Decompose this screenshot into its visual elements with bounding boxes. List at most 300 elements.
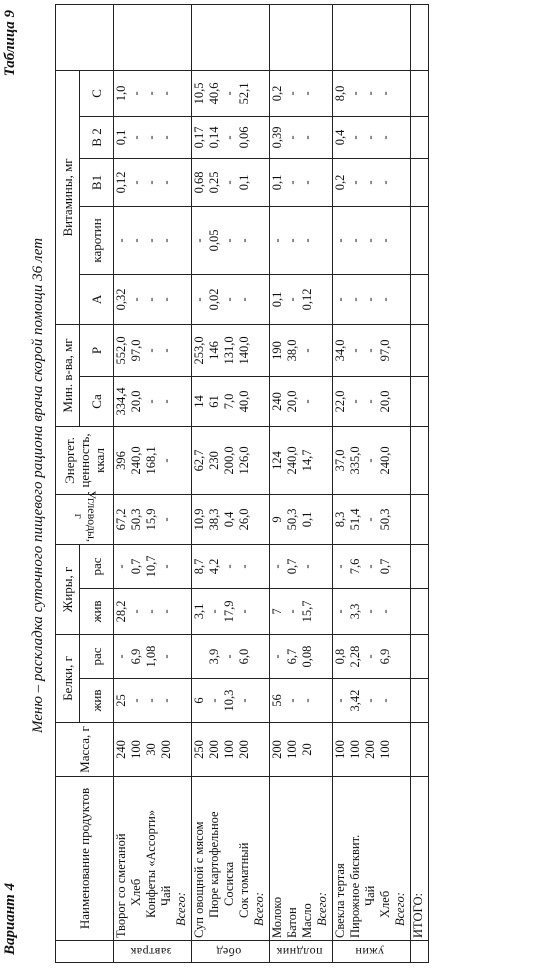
cell-ca: 20,0 [129, 376, 144, 426]
cell-ca: 20,0 [285, 376, 300, 426]
cell-a: - [348, 274, 363, 324]
cell-b1: - [144, 158, 159, 206]
menu-table [55, 4, 429, 963]
cell-carb: 50,3 [129, 494, 144, 544]
cell-prot-p: 6,0 [237, 634, 252, 678]
proteins-col-header: Белки, г [56, 634, 80, 722]
cell-p: 140,0 [237, 324, 252, 376]
table-row [333, 4, 348, 962]
cell-b2: 0,14 [207, 116, 222, 158]
cell-ca: 61 [207, 376, 222, 426]
product-name: Сок томатный [237, 777, 252, 941]
grand-total-cell [411, 634, 429, 678]
cell-b1: - [222, 158, 237, 206]
subtotal-cell [174, 544, 192, 588]
cell-a: - [144, 274, 159, 324]
cell-ca: - [159, 376, 174, 426]
cell-car: - [363, 206, 378, 274]
cell-b1: 0,12 [114, 158, 129, 206]
cell-a: - [237, 274, 252, 324]
subtotal-cell [174, 494, 192, 544]
subtotal-cell [252, 324, 270, 376]
subtotal-cell [315, 679, 333, 723]
cell-carb: 51,4 [348, 494, 363, 544]
meal-col-header [56, 941, 114, 963]
cell-a: - [285, 274, 300, 324]
cell-a: 0,1 [270, 274, 285, 324]
cell-b1: - [129, 158, 144, 206]
cell-mass: 100 [348, 723, 363, 777]
cell-b1: - [363, 158, 378, 206]
cell-prot-a: - [129, 679, 144, 723]
meal-label-cell [333, 941, 411, 963]
cell-energy: - [159, 426, 174, 494]
grand-total-cell [411, 70, 429, 116]
grand-total-cell [411, 376, 429, 426]
blank-cell [285, 4, 300, 70]
meal-label: полдник [275, 944, 323, 959]
cell-a: 0,02 [207, 274, 222, 324]
cell-prot-a: - [300, 679, 315, 723]
subtotal-cell [315, 376, 333, 426]
carbs-col-label: Углеводы, г [71, 490, 99, 542]
subtotal-cell [174, 324, 192, 376]
p-header: Р [80, 324, 114, 376]
carbs-col-header [56, 490, 114, 544]
cell-prot-a: 25 [114, 679, 129, 723]
subtotal-cell [315, 4, 333, 70]
cell-c: - [363, 70, 378, 116]
vit-a-header: А [80, 274, 114, 324]
fats-col-header: Жиры, г [56, 544, 80, 634]
cell-energy: 168,1 [144, 426, 159, 494]
cell-b2: - [159, 116, 174, 158]
subtotal-cell [174, 274, 192, 324]
cell-energy: - [363, 426, 378, 494]
cell-ca: 334,4 [114, 376, 129, 426]
blank-cell [144, 4, 159, 70]
blank-cell [348, 4, 363, 70]
subtotal-cell [393, 723, 411, 777]
subtotal-cell [393, 376, 411, 426]
cell-c: - [144, 70, 159, 116]
cell-b1: 0,68 [192, 158, 207, 206]
cell-energy: 335,0 [348, 426, 363, 494]
subtotal-cell [174, 723, 192, 777]
cell-carb: 10,9 [192, 494, 207, 544]
cell-fat-a: 15,7 [300, 588, 315, 634]
cell-car: - [348, 206, 363, 274]
cell-prot-p: 6,7 [285, 634, 300, 678]
blank-cell [159, 4, 174, 70]
subtotal-label: Всего: [393, 777, 411, 941]
table-row [222, 4, 237, 962]
cell-prot-p: - [222, 634, 237, 678]
cell-a: - [192, 274, 207, 324]
vit-c-header: С [80, 70, 114, 116]
cell-fat-p: - [300, 544, 315, 588]
blank-cell [222, 4, 237, 70]
cell-fat-a: 3,3 [348, 588, 363, 634]
prot-plant-header: рас [80, 634, 114, 678]
cell-mass: 100 [129, 723, 144, 777]
cell-carb: 0,1 [300, 494, 315, 544]
subtotal-cell [315, 544, 333, 588]
meal-label: обед [216, 944, 242, 959]
subtotal-cell [315, 70, 333, 116]
cell-car: - [285, 206, 300, 274]
cell-carb: 15,9 [144, 494, 159, 544]
cell-ca: 40,0 [237, 376, 252, 426]
vit-b1-header: В1 [80, 158, 114, 206]
subtotal-cell [174, 376, 192, 426]
grand-total-cell [411, 494, 429, 544]
cell-prot-p: 2,28 [348, 634, 363, 678]
product-name: Чай [363, 777, 378, 941]
meal-label-cell [114, 941, 192, 963]
cell-mass: 100 [222, 723, 237, 777]
cell-b2: - [378, 116, 393, 158]
cell-b1: - [378, 158, 393, 206]
cell-prot-p: - [270, 634, 285, 678]
subtotal-cell [393, 4, 411, 70]
prot-animal-header: жив [80, 679, 114, 723]
subtotal-cell [174, 206, 192, 274]
cell-prot-p: 0,8 [333, 634, 348, 678]
table-row [129, 4, 144, 962]
cell-ca: - [363, 376, 378, 426]
cell-fat-p: - [114, 544, 129, 588]
cell-p: 97,0 [378, 324, 393, 376]
table-row [159, 4, 174, 962]
cell-b2: - [348, 116, 363, 158]
subtotal-cell [174, 588, 192, 634]
cell-prot-p: 6,9 [378, 634, 393, 678]
cell-prot-a: 10,3 [222, 679, 237, 723]
subtotal-cell [315, 588, 333, 634]
cell-b1: - [159, 158, 174, 206]
product-name: Пюре картофельное [207, 777, 222, 941]
subtotal-cell [393, 426, 411, 494]
cell-energy: 230 [207, 426, 222, 494]
product-name: Конфеты «Ассорти» [144, 777, 159, 941]
cell-c: - [222, 70, 237, 116]
cell-fat-p: - [270, 544, 285, 588]
subtotal-cell [174, 426, 192, 494]
cell-energy: 124 [270, 426, 285, 494]
grand-total-cell [411, 274, 429, 324]
cell-carb: 50,3 [378, 494, 393, 544]
product-name: Чай [159, 777, 174, 941]
cell-car: - [192, 206, 207, 274]
cell-mass: 200 [363, 723, 378, 777]
cell-b1: 0,1 [270, 158, 285, 206]
cell-fat-p: 10,7 [144, 544, 159, 588]
cell-prot-a: - [159, 679, 174, 723]
cell-prot-a: - [285, 679, 300, 723]
subtotal-cell [174, 70, 192, 116]
cell-b1: - [348, 158, 363, 206]
blank-cell [333, 4, 348, 70]
cell-p: - [144, 324, 159, 376]
cell-fat-p: 0,7 [378, 544, 393, 588]
subtotal-cell [393, 274, 411, 324]
cell-mass: 240 [114, 723, 129, 777]
subtotal-row [252, 4, 270, 962]
cell-carb: 9 [270, 494, 285, 544]
cell-prot-p: 0,08 [300, 634, 315, 678]
cell-p: 34,0 [333, 324, 348, 376]
table-row [207, 4, 222, 962]
table-row [270, 4, 285, 962]
subtotal-cell [174, 679, 192, 723]
cell-car: - [333, 206, 348, 274]
table-row [285, 4, 300, 962]
subtotal-cell [393, 544, 411, 588]
subtotal-cell [252, 679, 270, 723]
subtotal-cell [252, 588, 270, 634]
cell-carb: 50,3 [285, 494, 300, 544]
meal-label-cell [270, 941, 333, 963]
cell-mass: 30 [144, 723, 159, 777]
cell-p: 97,0 [129, 324, 144, 376]
cell-ca: - [144, 376, 159, 426]
cell-p: - [300, 324, 315, 376]
cell-fat-a: - [237, 588, 252, 634]
cell-b2: 0,1 [114, 116, 129, 158]
table-row [237, 4, 252, 962]
cell-p: 38,0 [285, 324, 300, 376]
cell-fat-p: - [237, 544, 252, 588]
cell-car: - [237, 206, 252, 274]
cell-car: 0,05 [207, 206, 222, 274]
cell-fat-p: - [159, 544, 174, 588]
subtotal-cell [315, 426, 333, 494]
subtotal-label: Всего: [252, 777, 270, 941]
cell-c: 40,6 [207, 70, 222, 116]
cell-car: - [270, 206, 285, 274]
cell-ca: - [348, 376, 363, 426]
grand-total-cell [411, 324, 429, 376]
subtotal-cell [315, 324, 333, 376]
subtotal-cell [252, 70, 270, 116]
cell-a: 0,12 [300, 274, 315, 324]
subtotal-cell [315, 274, 333, 324]
product-name: Творог со сметаной [114, 777, 129, 941]
subtotal-cell [252, 544, 270, 588]
table-body [114, 4, 429, 962]
mass-col-header: Масса, г [56, 723, 114, 777]
cell-b2: - [144, 116, 159, 158]
subtotal-cell [174, 116, 192, 158]
cell-p: 552,0 [114, 324, 129, 376]
blank-cell [207, 4, 222, 70]
cell-b2: - [300, 116, 315, 158]
subtotal-cell [174, 158, 192, 206]
cell-carb: 0,4 [222, 494, 237, 544]
table-row [363, 4, 378, 962]
cell-prot-p: 1,08 [144, 634, 159, 678]
cell-fat-p: 4,2 [207, 544, 222, 588]
subtotal-cell [315, 158, 333, 206]
blank-cell [300, 4, 315, 70]
cell-c: - [159, 70, 174, 116]
cell-p: - [159, 324, 174, 376]
cell-prot-a: 3,42 [348, 679, 363, 723]
cell-fat-a: 3,1 [192, 588, 207, 634]
cell-p: 190 [270, 324, 285, 376]
subtotal-cell [252, 723, 270, 777]
subtotal-cell [252, 426, 270, 494]
cell-mass: 100 [378, 723, 393, 777]
cell-fat-a: - [378, 588, 393, 634]
cell-b2: - [222, 116, 237, 158]
ca-header: Са [80, 376, 114, 426]
cell-carb: 26,0 [237, 494, 252, 544]
cell-a: 0,32 [114, 274, 129, 324]
cell-prot-p: - [114, 634, 129, 678]
grand-total-cell [411, 588, 429, 634]
blank-cell [192, 4, 207, 70]
product-name: Пирожное бисквит. [348, 777, 363, 941]
energy-col-header: Энергет. ценность, ккал [56, 426, 114, 494]
subtotal-cell [315, 723, 333, 777]
product-name: Свекла тертая [333, 777, 348, 941]
subtotal-cell [252, 376, 270, 426]
cell-ca: 22,0 [333, 376, 348, 426]
cell-fat-a: - [159, 588, 174, 634]
cell-fat-a: - [285, 588, 300, 634]
meal-label-cell [192, 941, 270, 963]
cell-b2: 0,17 [192, 116, 207, 158]
product-name: Молоко [270, 777, 285, 941]
product-name: Батон [285, 777, 300, 941]
subtotal-label: Всего: [174, 777, 192, 941]
cell-fat-p: 0,7 [285, 544, 300, 588]
cell-c: 1,0 [114, 70, 129, 116]
cell-energy: 14,7 [300, 426, 315, 494]
cell-ca: 20,0 [378, 376, 393, 426]
fat-plant-header: рас [80, 544, 114, 588]
blank-cell [114, 4, 129, 70]
variant-label: Вариант 4 [2, 882, 18, 955]
cell-car: - [144, 206, 159, 274]
cell-car: - [222, 206, 237, 274]
grand-total-label: ИТОГО: [411, 777, 429, 941]
cell-fat-p: - [222, 544, 237, 588]
cell-ca: 7,0 [222, 376, 237, 426]
cell-b1: - [285, 158, 300, 206]
cell-p: - [363, 324, 378, 376]
cell-energy: 240,0 [129, 426, 144, 494]
blank-cell [129, 4, 144, 70]
cell-c: - [348, 70, 363, 116]
table-caption: Меню – раскладка суточного пищевого рациона врача скорой помощи 36 лет [30, 237, 46, 734]
cell-carb: - [159, 494, 174, 544]
cell-prot-p: - [159, 634, 174, 678]
table-row [348, 4, 363, 962]
subtotal-cell [252, 116, 270, 158]
cell-ca: 14 [192, 376, 207, 426]
cell-carb: 67,2 [114, 494, 129, 544]
cell-fat-p: - [333, 544, 348, 588]
cell-fat-p: - [363, 544, 378, 588]
blank-cell [237, 4, 252, 70]
cell-prot-a: - [333, 679, 348, 723]
cell-energy: 62,7 [192, 426, 207, 494]
cell-fat-a: 28,2 [114, 588, 129, 634]
cell-b1: 0,2 [333, 158, 348, 206]
subtotal-cell [393, 588, 411, 634]
cell-prot-a: - [207, 679, 222, 723]
carotene-header: каротин [80, 206, 114, 274]
cell-b2: 0,06 [237, 116, 252, 158]
subtotal-cell [174, 634, 192, 678]
table-row [378, 4, 393, 962]
cell-mass: 200 [270, 723, 285, 777]
subtotal-row [393, 4, 411, 962]
cell-prot-p: - [363, 634, 378, 678]
subtotal-label: Всего: [315, 777, 333, 941]
cell-mass: 200 [207, 723, 222, 777]
cell-mass: 200 [159, 723, 174, 777]
cell-c: - [300, 70, 315, 116]
cell-prot-p: 6,9 [129, 634, 144, 678]
cell-car: - [378, 206, 393, 274]
grand-total-cell [411, 544, 429, 588]
subtotal-row [174, 4, 192, 962]
cell-carb: - [363, 494, 378, 544]
cell-prot-p [192, 634, 207, 678]
subtotal-cell [393, 158, 411, 206]
cell-a: - [159, 274, 174, 324]
cell-fat-a: - [363, 588, 378, 634]
vitamins-col-header: Витамины, мг [56, 70, 80, 324]
cell-fat-a: - [333, 588, 348, 634]
meal-label: завтрак [130, 944, 172, 959]
subtotal-cell [174, 4, 192, 70]
cell-fat-a: 17,9 [222, 588, 237, 634]
grand-total-cell [411, 426, 429, 494]
subtotal-cell [393, 206, 411, 274]
cell-carb: 38,3 [207, 494, 222, 544]
cell-prot-a: - [144, 679, 159, 723]
subtotal-cell [252, 4, 270, 70]
subtotal-cell [315, 206, 333, 274]
grand-total-cell [411, 679, 429, 723]
cell-c: - [285, 70, 300, 116]
grand-total-cell [411, 4, 429, 70]
grand-total-cell [411, 158, 429, 206]
cell-b2: 0,39 [270, 116, 285, 158]
product-name: Хлеб [378, 777, 393, 941]
grand-total-cell [411, 116, 429, 158]
cell-a: - [378, 274, 393, 324]
cell-c: 10,5 [192, 70, 207, 116]
grand-total-row [411, 4, 429, 962]
cell-fat-a: - [129, 588, 144, 634]
cell-a: - [363, 274, 378, 324]
cell-energy: 396 [114, 426, 129, 494]
cell-mass: 100 [285, 723, 300, 777]
subtotal-cell [393, 494, 411, 544]
cell-ca: - [300, 376, 315, 426]
subtotal-row [315, 4, 333, 962]
cell-fat-a: 7 [270, 588, 285, 634]
cell-energy: 126,0 [237, 426, 252, 494]
cell-b1: - [300, 158, 315, 206]
cell-car: - [300, 206, 315, 274]
